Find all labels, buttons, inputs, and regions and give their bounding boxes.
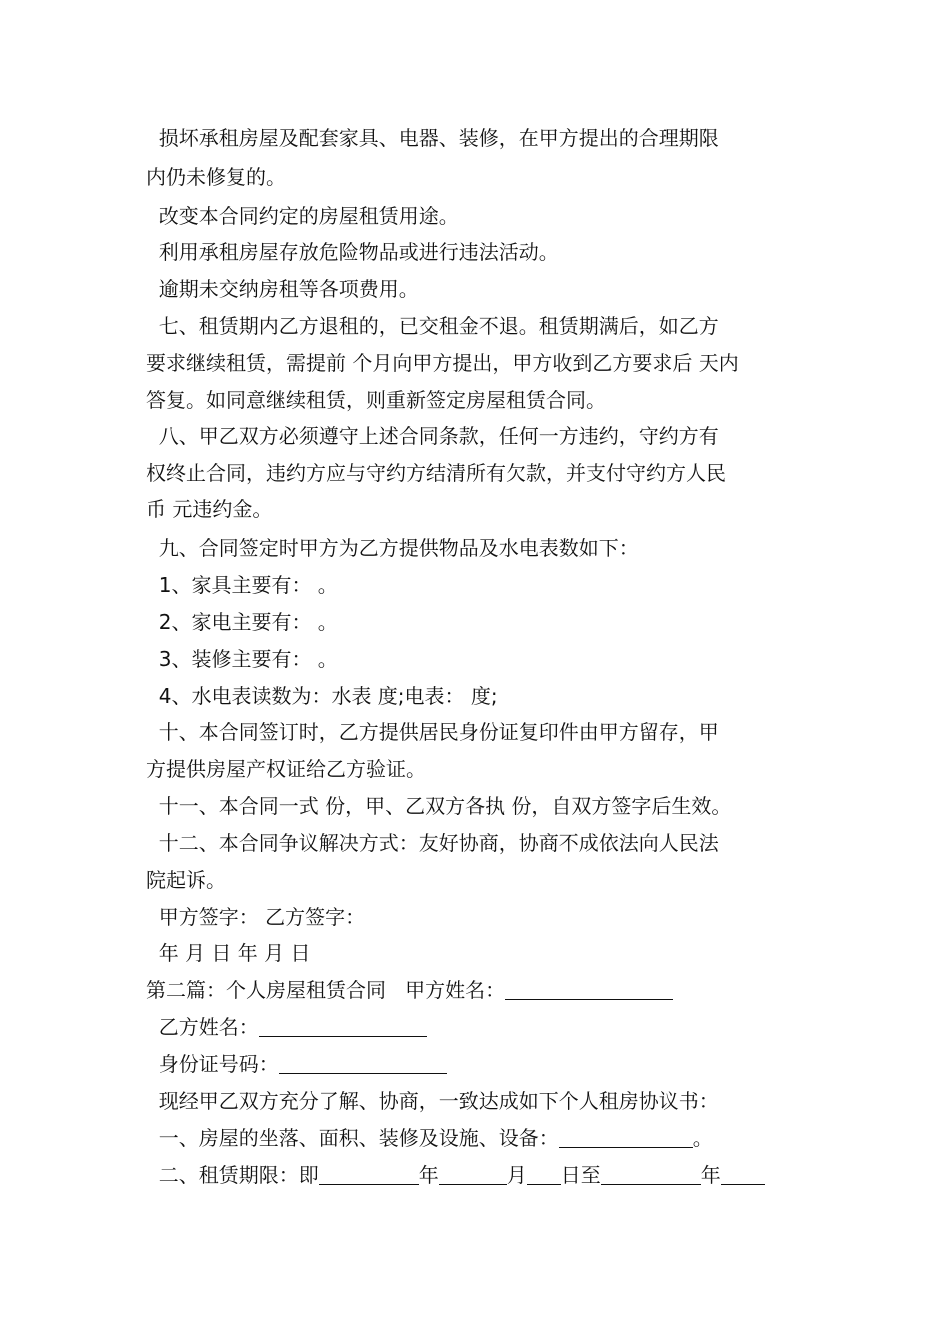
party-a-label: 甲方姓名：: [405, 978, 506, 1002]
year-label: 年: [700, 1163, 721, 1187]
clause-2-line: [146, 1163, 816, 1187]
year-label: 年: [418, 1163, 439, 1187]
text-line: 逾期未交纳房租等各项费用。: [146, 277, 419, 301]
text-line: 答复。如同意继续租赁，则重新签定房屋租赁合同。: [146, 388, 606, 412]
text-line: 七、租赁期内乙方退租的，已交租金不退。租赁期满后，如乙方: [146, 314, 719, 338]
day-to-label: 日至: [560, 1163, 601, 1187]
end-month-blank: [721, 1164, 765, 1185]
text-line: 损坏承租房屋及配套家具、电器、装修，在甲方提出的合理期限: [146, 126, 719, 150]
text-line: 1、家具主要有： 。: [146, 573, 338, 597]
text-line: 内仍未修复的。: [146, 165, 286, 189]
text-line: 利用承租房屋存放危险物品或进行违法活动。: [146, 240, 559, 264]
id-number-line: [146, 1052, 816, 1076]
party-b-label: 乙方姓名：: [146, 1015, 259, 1039]
part2-header-line: [146, 978, 816, 1002]
party-b-blank: [259, 1016, 427, 1037]
start-year-blank: [319, 1164, 419, 1185]
text-line: 币 元违约金。: [146, 497, 273, 521]
text-line: 院起诉。: [146, 868, 226, 892]
clause-1-blank: [559, 1127, 693, 1148]
text-line: 2、家电主要有： 。: [146, 610, 338, 634]
text-line: 八、甲乙双方必须遵守上述合同条款，任何一方违约，守约方有: [146, 424, 719, 448]
text-line: 3、装修主要有： 。: [146, 647, 338, 671]
agreement-intro: 现经甲乙双方充分了解、协商，一致达成如下个人租房协议书：: [146, 1089, 719, 1113]
text-line: 十、本合同签订时，乙方提供居民身份证复印件由甲方留存，甲: [146, 720, 719, 744]
part2-title: 第二篇：个人房屋租赁合同: [146, 978, 386, 1002]
text-line: 权终止合同，违约方应与守约方结清所有欠款，并支付守约方人民: [146, 461, 726, 485]
text-line: 九、合同签定时甲方为乙方提供物品及水电表数如下：: [146, 536, 639, 560]
clause-1-line: [146, 1126, 816, 1150]
text-line: 改变本合同约定的房屋租赁用途。: [146, 204, 459, 228]
clause-1-label: 一、房屋的坐落、面积、装修及设施、设备：: [146, 1126, 559, 1150]
text-line: 十一、本合同一式 份，甲、乙双方各执 份，自双方签字后生效。: [146, 794, 732, 818]
start-day-blank: [527, 1164, 561, 1185]
date-line: 年 月 日 年 月 日: [146, 941, 311, 965]
party-b-line: [146, 1015, 816, 1039]
text-line: 4、水电表读数为：水表 度;电表： 度;: [146, 684, 498, 708]
signature-line: 甲方签字： 乙方签字：: [146, 905, 366, 929]
text-line: 方提供房屋产权证给乙方验证。: [146, 757, 426, 781]
end-year-blank: [601, 1164, 701, 1185]
text-line: 要求继续租赁，需提前 个月向甲方提出，甲方收到乙方要求后 天内: [146, 351, 739, 375]
month-label: 月: [506, 1163, 527, 1187]
clause-1-end: 。: [692, 1126, 713, 1150]
clause-2-label: 二、租赁期限：即: [146, 1163, 319, 1187]
party-a-blank: [505, 979, 673, 1000]
start-month-blank: [439, 1164, 507, 1185]
id-label: 身份证号码：: [146, 1052, 279, 1076]
id-number-blank: [279, 1053, 447, 1074]
text-line: 十二、本合同争议解决方式：友好协商，协商不成依法向人民法: [146, 831, 719, 855]
